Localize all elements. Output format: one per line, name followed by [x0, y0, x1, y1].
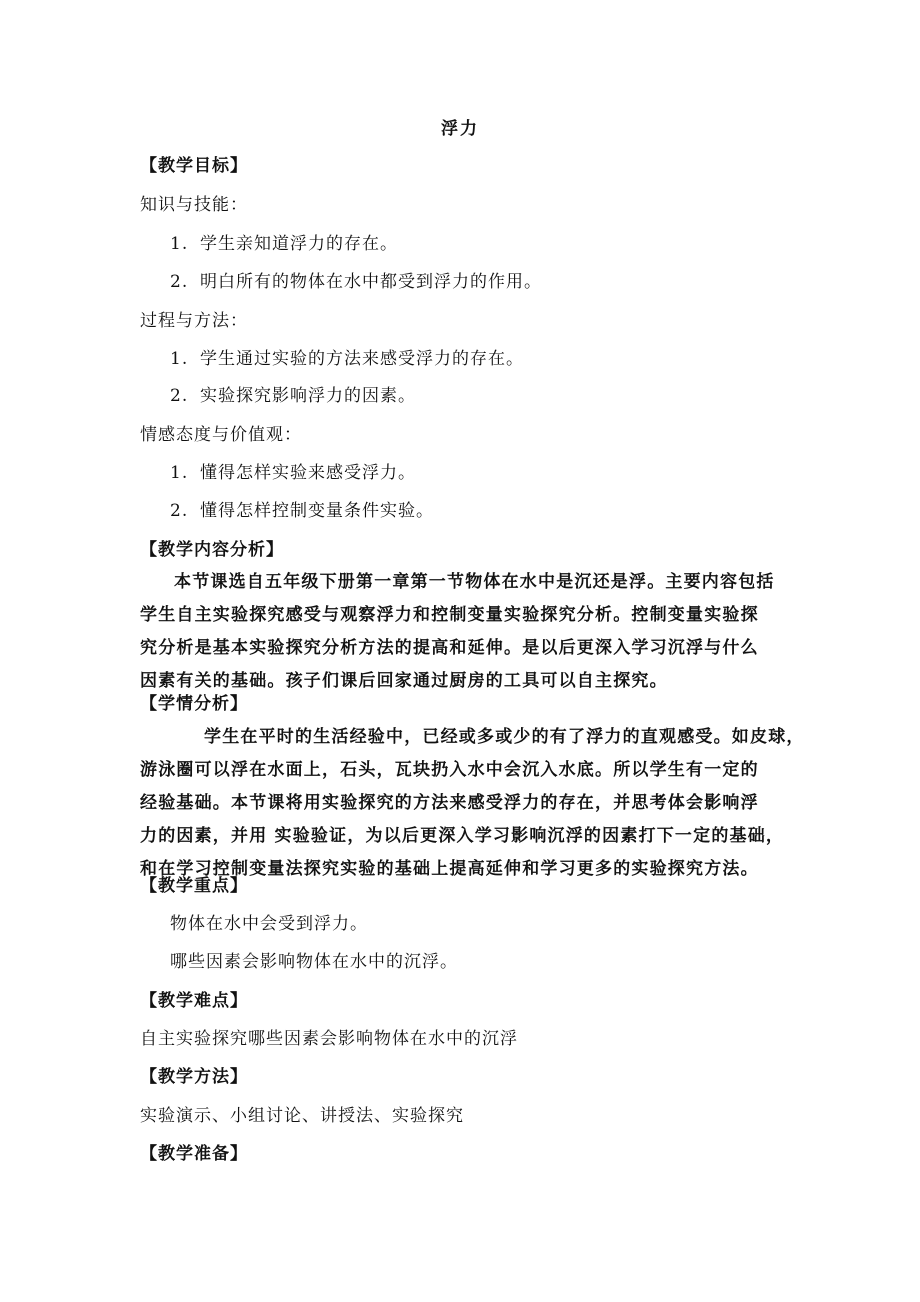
- paragraph-line: 和在学习控制变量法探究实验的基础上提高延伸和学习更多的实验探究方法。: [140, 859, 759, 879]
- knowledge-item-2: [170, 267, 542, 292]
- paragraph-line: 究分析是基本实验探究分析方法的提高和延伸。是以后更深入学习沉浮与什么: [140, 638, 759, 658]
- knowledge-label: 知识与技能：: [140, 195, 248, 215]
- list-number: 1.: [170, 463, 189, 483]
- list-text: 学生通过实验的方法来感受浮力的存在。: [200, 349, 524, 369]
- paragraph-line: 经验基础。本节课将用实验探究的方法来感受浮力的存在，并思考体会影响浮: [140, 793, 759, 813]
- list-number: 2.: [170, 386, 189, 406]
- document-title: 浮力: [441, 119, 479, 139]
- process-item-1: [170, 344, 524, 369]
- content-analysis-paragraph: [140, 566, 780, 698]
- objectives-heading: 【教学目标】: [140, 156, 248, 176]
- student-analysis-heading: 【学情分析】: [140, 694, 248, 714]
- emotion-label: 情感态度与价值观：: [140, 425, 302, 445]
- list-number: 1.: [170, 349, 189, 369]
- difficulty-heading: 【教学难点】: [140, 991, 248, 1011]
- paragraph-line: 学生自主实验探究感受与观察浮力和控制变量实验探究分析。控制变量实验探: [140, 605, 759, 625]
- student-analysis-paragraph: [140, 721, 805, 886]
- paragraph-line: 游泳圈可以浮在水面上，石头，瓦块扔入水中会沉入水底。所以学生有一定的: [140, 760, 759, 780]
- list-text: 明白所有的物体在水中都受到浮力的作用。: [200, 272, 542, 292]
- list-text: 懂得怎样实验来感受浮力。: [200, 463, 416, 483]
- paragraph-line: 因素有关的基础。孩子们课后回家通过厨房的工具可以自主探究。: [140, 671, 668, 691]
- preparation-heading: 【教学准备】: [140, 1144, 248, 1164]
- content-analysis-heading: 【教学内容分析】: [140, 540, 284, 560]
- key-point-2: 哪些因素会影响物体在水中的沉浮。: [170, 952, 458, 972]
- emotion-item-1: [170, 458, 416, 483]
- method-text: 实验演示、小组讨论、讲授法、实验探究: [140, 1106, 464, 1126]
- list-number: 1.: [170, 234, 189, 254]
- paragraph-line: 力的因素，并用 实验验证，为以后更深入学习影响沉浮的因素打下一定的基础，: [140, 826, 785, 846]
- list-number: 2.: [170, 501, 189, 521]
- key-point-1: 物体在水中会受到浮力。: [170, 914, 368, 934]
- key-points-heading: 【教学重点】: [140, 876, 248, 896]
- list-number: 2.: [170, 272, 189, 292]
- paragraph-line: 学生在平时的生活经验中，已经或多或少的有了浮力的直观感受。如皮球，: [204, 727, 805, 747]
- process-label: 过程与方法：: [140, 311, 248, 331]
- emotion-item-2: [170, 496, 434, 521]
- process-item-2: [170, 381, 416, 406]
- knowledge-item-1: [170, 229, 398, 254]
- method-heading: 【教学方法】: [140, 1067, 248, 1087]
- paragraph-line: 本节课选自五年级下册第一章第一节物体在水中是沉还是浮。主要内容包括: [174, 572, 775, 592]
- list-text: 实验探究影响浮力的因素。: [200, 386, 416, 406]
- difficulty-text: 自主实验探究哪些因素会影响物体在水中的沉浮: [140, 1029, 518, 1049]
- list-text: 懂得怎样控制变量条件实验。: [200, 501, 434, 521]
- list-text: 学生亲知道浮力的存在。: [200, 234, 398, 254]
